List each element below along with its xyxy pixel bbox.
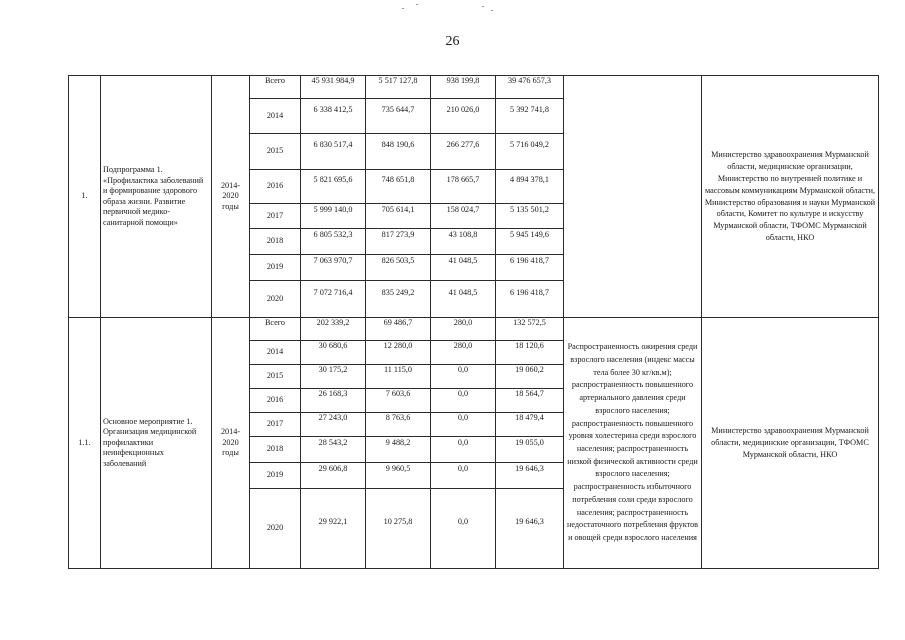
- regional-funding-cell: 0,0: [431, 389, 496, 413]
- other-funding-cell: 5 135 501,2: [496, 204, 564, 229]
- regional-funding-cell: 158 024,7: [431, 204, 496, 229]
- regional-funding-cell: 0,0: [431, 489, 496, 569]
- program-table: [68, 75, 879, 569]
- program-period: 2014-2020 годы: [212, 76, 250, 318]
- regional-funding-cell: 0,0: [431, 413, 496, 437]
- year-cell: 2019: [250, 255, 301, 281]
- total-funding-cell: 27 243,0: [301, 413, 366, 437]
- scan-speck: [482, 6, 484, 7]
- event-name: Основное мероприятие 1. Организация медицинской профилактики неинфекционных заболеваний: [101, 318, 212, 569]
- other-funding-cell: 18 479,4: [496, 413, 564, 437]
- regional-funding-cell: 280,0: [431, 318, 496, 341]
- total-funding-cell: 202 339,2: [301, 318, 366, 341]
- year-cell: Всего: [250, 318, 301, 341]
- regional-funding-cell: 41 048,5: [431, 281, 496, 318]
- federal-funding-cell: 12 280,0: [366, 341, 431, 365]
- total-funding-cell: 5 821 695,6: [301, 170, 366, 204]
- other-funding-cell: 6 196 418,7: [496, 281, 564, 318]
- other-funding-cell: 18 564,7: [496, 389, 564, 413]
- target-indicators: Распространенность ожирения среди взрослого населения (индекс массы тела более 30 кг/кв.м); распространенность повышенного артериального давления среди взрослого населения; распространенность повышенного уровня холестерина среди взрослого населения; распространенность низкой физической активности среди взрослого населения; распространенность избыточного потребления соли среди взрослого населения; распространенность недостаточного потребления фруктов и овощей среди взрослого населения: [564, 318, 702, 569]
- scan-speck: [402, 8, 404, 9]
- other-funding-cell: 6 196 418,7: [496, 255, 564, 281]
- federal-funding-cell: 835 249,2: [366, 281, 431, 318]
- scan-speck: [416, 4, 418, 5]
- total-funding-cell: 5 999 140,0: [301, 204, 366, 229]
- other-funding-cell: 5 716 049,2: [496, 134, 564, 170]
- year-cell: 2019: [250, 463, 301, 489]
- regional-funding-cell: 0,0: [431, 437, 496, 463]
- regional-funding-cell: 210 026,0: [431, 99, 496, 134]
- regional-funding-cell: 938 199,8: [431, 76, 496, 99]
- federal-funding-cell: 848 190,6: [366, 134, 431, 170]
- federal-funding-cell: 9 488,2: [366, 437, 431, 463]
- scan-speck: [491, 10, 493, 11]
- other-funding-cell: 5 392 741,8: [496, 99, 564, 134]
- federal-funding-cell: 8 763,6: [366, 413, 431, 437]
- total-funding-cell: 30 680,6: [301, 341, 366, 365]
- other-funding-cell: 19 646,3: [496, 463, 564, 489]
- total-funding-cell: 6 338 412,5: [301, 99, 366, 134]
- target-indicators: [564, 76, 702, 318]
- federal-funding-cell: 705 614,1: [366, 204, 431, 229]
- regional-funding-cell: 41 048,5: [431, 255, 496, 281]
- other-funding-cell: 5 945 149,6: [496, 229, 564, 255]
- row-number: 1.: [69, 76, 101, 318]
- federal-funding-cell: 817 273,9: [366, 229, 431, 255]
- year-cell: 2017: [250, 204, 301, 229]
- year-cell: 2014: [250, 341, 301, 365]
- executors: Министерство здравоохранения Мурманской области, медицинские организации, Министерство по внутренней политике и массовым коммуникациям Мурманской области, Министерство образования и науки Мурманской области, Комитет по культуре и искусству Мурманской области, ТФОМС Мурманской области, НКО: [702, 76, 879, 318]
- year-cell: 2015: [250, 134, 301, 170]
- total-funding-cell: 45 931 984,9: [301, 76, 366, 99]
- federal-funding-cell: 11 115,0: [366, 365, 431, 389]
- federal-funding-cell: 69 486,7: [366, 318, 431, 341]
- federal-funding-cell: 5 517 127,8: [366, 76, 431, 99]
- total-funding-cell: 28 543,2: [301, 437, 366, 463]
- executors: Министерство здравоохранения Мурманской области, медицинские организации, ТФОМС Мурманской области, НКО: [702, 318, 879, 569]
- total-funding-cell: 30 175,2: [301, 365, 366, 389]
- other-funding-cell: 18 120,6: [496, 341, 564, 365]
- other-funding-cell: 19 055,0: [496, 437, 564, 463]
- program-name: Подпрограмма 1. «Профилактика заболеваний и формирование здорового образа жизни. Развитие первичной медико-санитарной помощи»: [101, 76, 212, 318]
- event-period: 2014-2020 годы: [212, 318, 250, 569]
- regional-funding-cell: 280,0: [431, 341, 496, 365]
- federal-funding-cell: 9 960,5: [366, 463, 431, 489]
- regional-funding-cell: 266 277,6: [431, 134, 496, 170]
- year-cell: 2020: [250, 281, 301, 318]
- total-funding-cell: 6 805 532,3: [301, 229, 366, 255]
- federal-funding-cell: 10 275,8: [366, 489, 431, 569]
- total-funding-cell: 7 072 716,4: [301, 281, 366, 318]
- federal-funding-cell: 748 651,8: [366, 170, 431, 204]
- other-funding-cell: 19 646,3: [496, 489, 564, 569]
- other-funding-cell: 19 060,2: [496, 365, 564, 389]
- federal-funding-cell: 826 503,5: [366, 255, 431, 281]
- federal-funding-cell: 735 644,7: [366, 99, 431, 134]
- total-funding-cell: 29 922,1: [301, 489, 366, 569]
- federal-funding-cell: 7 603,6: [366, 389, 431, 413]
- year-cell: 2016: [250, 389, 301, 413]
- regional-funding-cell: 0,0: [431, 463, 496, 489]
- year-cell: 2017: [250, 413, 301, 437]
- year-cell: 2016: [250, 170, 301, 204]
- year-cell: 2020: [250, 489, 301, 569]
- other-funding-cell: 4 894 378,1: [496, 170, 564, 204]
- total-funding-cell: 26 168,3: [301, 389, 366, 413]
- other-funding-cell: 132 572,5: [496, 318, 564, 341]
- total-funding-cell: 7 063 970,7: [301, 255, 366, 281]
- year-cell: 2018: [250, 437, 301, 463]
- year-cell: 2014: [250, 99, 301, 134]
- other-funding-cell: 39 476 657,3: [496, 76, 564, 99]
- year-cell: Всего: [250, 76, 301, 99]
- row-number: 1.1.: [69, 318, 101, 569]
- regional-funding-cell: 178 665,7: [431, 170, 496, 204]
- total-funding-cell: 6 830 517,4: [301, 134, 366, 170]
- regional-funding-cell: 43 108,8: [431, 229, 496, 255]
- total-funding-cell: 29 606,8: [301, 463, 366, 489]
- year-cell: 2015: [250, 365, 301, 389]
- page-number: 26: [445, 34, 460, 49]
- year-cell: 2018: [250, 229, 301, 255]
- regional-funding-cell: 0,0: [431, 365, 496, 389]
